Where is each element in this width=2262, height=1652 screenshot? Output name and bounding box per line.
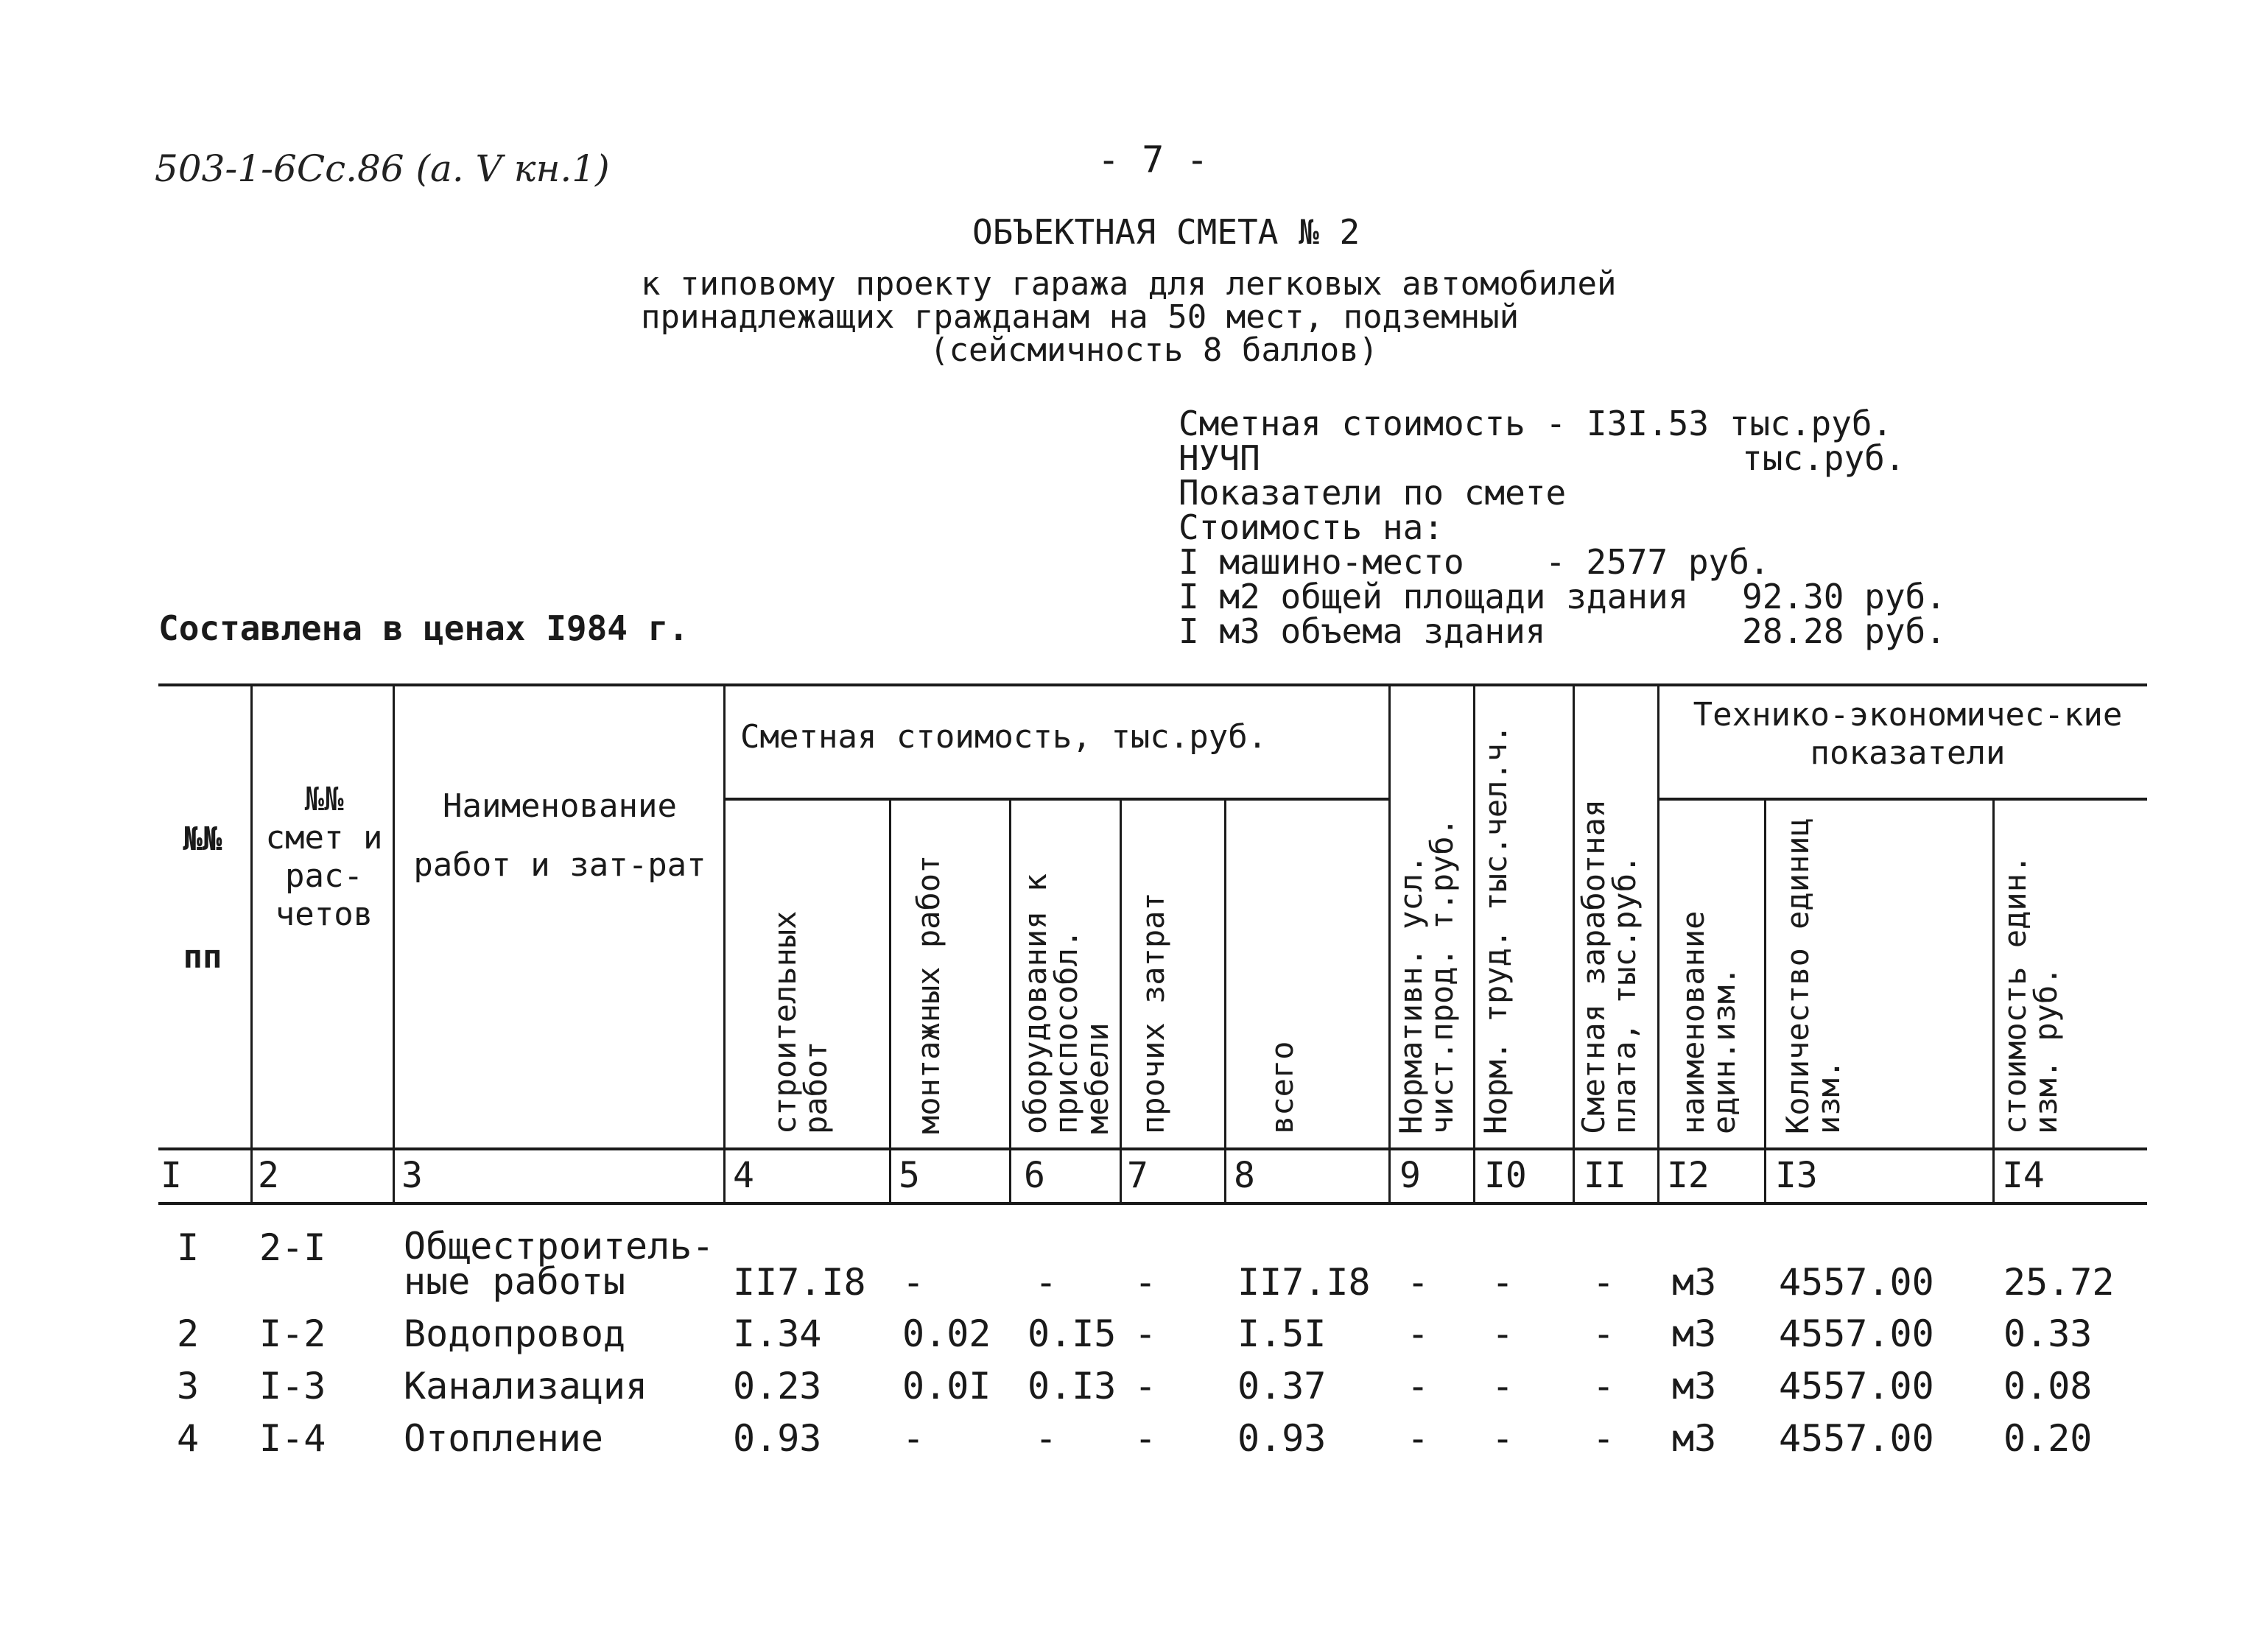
col-divider	[1573, 685, 1575, 1203]
row4-c9: -	[1407, 1417, 1430, 1460]
header-c5: монтажных работ	[910, 854, 946, 1134]
document-code: 503-1-6Сс.86 (а. V кн.1)	[155, 147, 610, 190]
header-c4: строительных работ	[767, 910, 834, 1134]
row1-c14: 25.72	[2003, 1261, 2115, 1304]
row4-n: 4	[177, 1417, 200, 1460]
row2-c7: -	[1134, 1312, 1157, 1355]
row2-c8: I.5I	[1237, 1312, 1327, 1355]
row4-c7: -	[1134, 1417, 1157, 1460]
table-top-rule	[158, 683, 2147, 686]
row3-c8: 0.37	[1237, 1365, 1327, 1407]
row4-name: Отопление	[404, 1417, 603, 1460]
col-divider	[1009, 799, 1011, 1203]
nuchp-unit: тыс.руб.	[1742, 438, 1906, 478]
col-divider	[1657, 685, 1659, 1203]
row4-c12: м3	[1672, 1417, 1717, 1460]
indicators-label: Показатели по смете	[1179, 473, 1567, 513]
header-tech-group: Технико-экономичес-кие показатели	[1693, 696, 2123, 772]
header-c14: стоимость един. изм. руб.	[1997, 854, 2064, 1134]
header-c7: прочих затрат	[1135, 892, 1171, 1134]
col-number: 2	[258, 1155, 279, 1196]
col-number: 6	[1024, 1155, 1045, 1196]
row3-c5: 0.0I	[902, 1365, 991, 1407]
col-number: I4	[2002, 1155, 2045, 1196]
row1-c7: -	[1134, 1261, 1157, 1304]
cost-on-label: Стоимость на:	[1179, 507, 1444, 547]
per-m2-label: I м2 общей площади здания	[1179, 577, 1689, 616]
col-number: 4	[733, 1155, 754, 1196]
per-m3-value: 28.28 руб.	[1742, 611, 1946, 651]
col-divider	[393, 685, 395, 1203]
row4-c10: -	[1492, 1417, 1514, 1460]
row1-c11: -	[1592, 1261, 1615, 1304]
row1-c5: -	[902, 1261, 925, 1304]
col-divider	[889, 799, 891, 1203]
col-divider	[1992, 799, 1995, 1203]
header-cost-group: Сметная стоимость, тыс.руб.	[740, 718, 1268, 756]
col-number: I	[161, 1155, 182, 1196]
row1-c8: II7.I8	[1237, 1261, 1371, 1304]
row3-c14: 0.08	[2003, 1365, 2093, 1407]
document-title: ОБЪЕКТНАЯ СМЕТА № 2	[972, 212, 1360, 252]
row1-c10: -	[1492, 1261, 1514, 1304]
row2-c5: 0.02	[902, 1312, 991, 1355]
row4-c6: -	[1035, 1417, 1058, 1460]
col-divider	[1764, 799, 1766, 1203]
col-divider	[1224, 799, 1226, 1203]
col-number: I2	[1667, 1155, 1710, 1196]
row3-c11: -	[1592, 1365, 1615, 1407]
row4-c13: 4557.00	[1779, 1417, 1934, 1460]
row2-c4: I.34	[733, 1312, 822, 1355]
col-number: 7	[1127, 1155, 1148, 1196]
header-col1: №№ пп	[183, 820, 222, 976]
per-place-label: I машино-место	[1179, 542, 1464, 582]
row3-c12: м3	[1672, 1365, 1717, 1407]
col-number: 9	[1399, 1155, 1421, 1196]
row1-n: I	[177, 1226, 200, 1269]
col-divider	[723, 685, 726, 1203]
row4-c14: 0.20	[2003, 1417, 2093, 1460]
row1-ref: 2-I	[259, 1226, 326, 1269]
row3-ref: I-3	[259, 1365, 326, 1407]
col-number: 5	[899, 1155, 920, 1196]
row2-ref: I-2	[259, 1312, 326, 1355]
row3-c4: 0.23	[733, 1365, 822, 1407]
row3-c10: -	[1492, 1365, 1514, 1407]
col-number: 3	[401, 1155, 423, 1196]
row4-c8: 0.93	[1237, 1417, 1327, 1460]
numbers-bottom-rule	[158, 1202, 2147, 1205]
row3-c7: -	[1134, 1365, 1157, 1407]
subtitle-line-3: (сейсмичность 8 баллов)	[930, 331, 1379, 369]
per-m2-value: 92.30 руб.	[1742, 577, 1946, 616]
row2-c11: -	[1592, 1312, 1615, 1355]
row2-n: 2	[177, 1312, 200, 1355]
row1-c13: 4557.00	[1779, 1261, 1934, 1304]
col-divider	[250, 685, 253, 1203]
estimated-cost: Сметная стоимость - I3I.53 тыс.руб.	[1179, 404, 1893, 443]
row2-c14: 0.33	[2003, 1312, 2093, 1355]
header-c6: оборудования к приспособл. мебели	[1017, 873, 1115, 1134]
row3-c9: -	[1407, 1365, 1430, 1407]
row3-c6: 0.I3	[1028, 1365, 1117, 1407]
row1-c4: II7.I8	[733, 1261, 866, 1304]
subtitle-line-2: принадлежащих гражданам на 50 мест, подземный	[641, 298, 1520, 336]
compiled-prices: Составлена в ценах I984 г.	[158, 608, 689, 648]
subheader-rule-tech	[1659, 798, 2147, 801]
header-c12: наименование един.изм.	[1675, 910, 1742, 1134]
row3-c13: 4557.00	[1779, 1365, 1934, 1407]
row2-c13: 4557.00	[1779, 1312, 1934, 1355]
col-number: I3	[1775, 1155, 1818, 1196]
col-number: 8	[1234, 1155, 1255, 1196]
col-number: II	[1584, 1155, 1626, 1196]
row2-c12: м3	[1672, 1312, 1717, 1355]
header-c9: Нормативн. усл. чист.прод. т.руб.	[1393, 818, 1460, 1134]
row3-n: 3	[177, 1365, 200, 1407]
header-c11: Сметная заработная плата, тыс.руб.	[1576, 798, 1643, 1134]
col-divider	[1388, 685, 1391, 1203]
row2-name: Водопровод	[404, 1312, 626, 1355]
row4-c5: -	[902, 1417, 925, 1460]
col-number: I0	[1484, 1155, 1527, 1196]
subheader-rule-cost	[726, 798, 1388, 801]
row2-c10: -	[1492, 1312, 1514, 1355]
nuchp-label: НУЧП	[1179, 438, 1260, 478]
header-c8: всего	[1264, 1041, 1300, 1134]
header-c13: Количество единиц изм.	[1780, 818, 1847, 1134]
row1-c12: м3	[1672, 1261, 1717, 1304]
row1-name: Общестроитель-ные работы	[404, 1225, 714, 1303]
col-divider	[1120, 799, 1122, 1203]
per-place-value: - 2577 руб.	[1545, 542, 1770, 582]
row4-ref: I-4	[259, 1417, 326, 1460]
row3-name: Канализация	[404, 1365, 648, 1407]
header-c10: Норм. труд. тыс.чел.ч.	[1478, 724, 1514, 1134]
row4-c4: 0.93	[733, 1417, 822, 1460]
row4-c11: -	[1592, 1417, 1615, 1460]
row1-c6: -	[1035, 1261, 1058, 1304]
header-bottom-rule	[158, 1147, 2147, 1150]
row1-c9: -	[1407, 1261, 1430, 1304]
header-col2: №№ смет и рас-четов	[265, 781, 383, 933]
row2-c6: 0.I5	[1028, 1312, 1117, 1355]
page-number: - 7 -	[1097, 138, 1209, 181]
per-m3-label: I м3 объема здания	[1179, 611, 1546, 651]
col-divider	[1473, 685, 1475, 1203]
row2-c9: -	[1407, 1312, 1430, 1355]
subtitle-line-1: к типовому проекту гаража для легковых автомобилей	[641, 265, 1617, 303]
header-col3: Наименование работ и зат-рат	[413, 787, 706, 884]
